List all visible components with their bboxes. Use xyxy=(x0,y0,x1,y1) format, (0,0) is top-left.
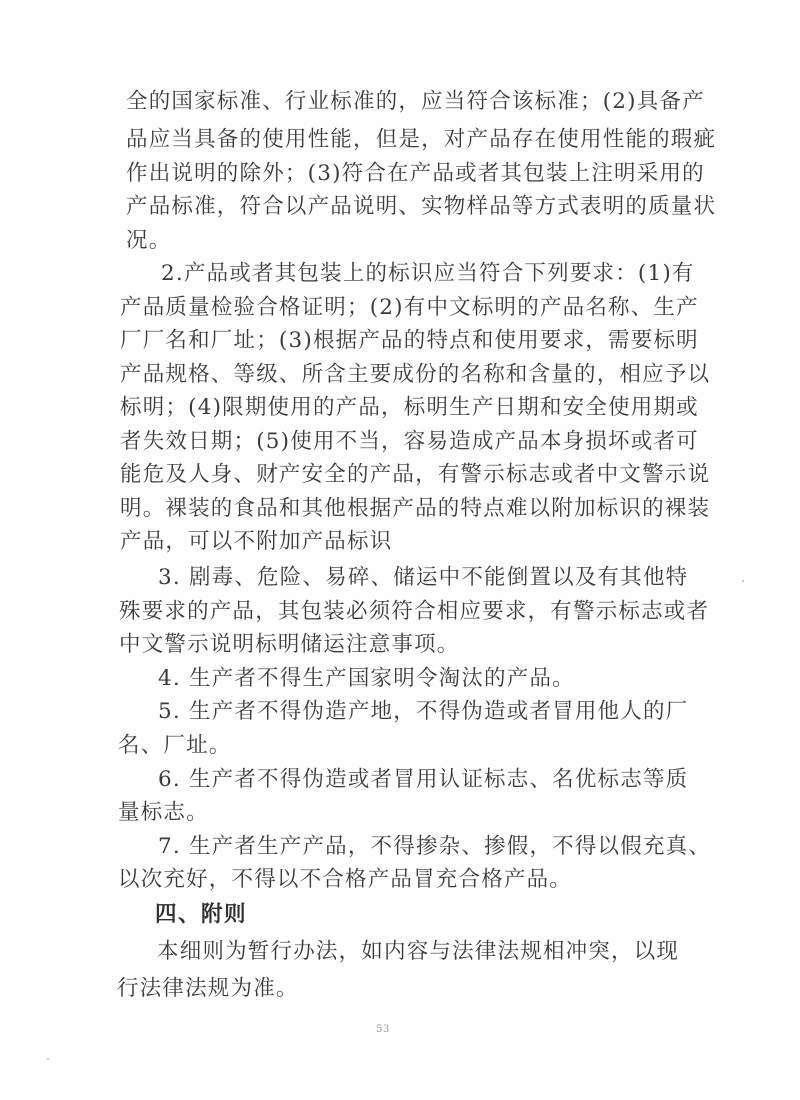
section-heading: 四、附则 xyxy=(155,902,248,927)
scan-speck xyxy=(742,580,744,582)
body-text-line: 况。 xyxy=(126,228,172,253)
body-text-line: 殊要求的产品，其包装必须符合相应要求，有警示标志或者 xyxy=(119,599,710,624)
body-text-line: 本细则为暂行办法，如内容与法律法规相冲突，以现 xyxy=(157,939,680,964)
body-text-line: 产品规格、等级、所含主要成份的名称和含量的，相应予以 xyxy=(120,362,711,387)
body-text-line: 产品，可以不附加产品标识 xyxy=(120,529,393,554)
body-text-line: 者失效日期；(5)使用不当，容易造成产品本身损坏或者可 xyxy=(120,429,699,454)
body-text-line: 行法律法规为准。 xyxy=(117,976,299,1001)
body-text-line: 标明；(4)限期使用的产品，标明生产日期和安全使用期或 xyxy=(120,395,699,420)
list-item-6-line: 6. 生产者不得伪造或者冒用认证标志、名优标志等质 xyxy=(158,767,689,792)
body-text-line: 品应当具备的使用性能，但是，对产品存在使用性能的瑕疵 xyxy=(126,127,717,152)
body-text-line: 量标志。 xyxy=(118,800,209,825)
page-number: 53 xyxy=(376,1024,390,1035)
body-text-line: 中文警示说明标明储运注意事项。 xyxy=(119,632,460,657)
body-text-line: 能危及人身、财产安全的产品，有警示标志或者中文警示说 xyxy=(120,462,711,487)
list-item-3-line: 3. 剧毒、危险、易碎、储运中不能倒置以及有其他特 xyxy=(158,565,689,590)
scan-speck xyxy=(47,1058,49,1060)
body-text-line: 明。裸装的食品和其他根据产品的特点难以附加标识的裸装 xyxy=(120,496,711,521)
body-text-line: 作出说明的除外；(3)符合在产品或者其包装上注明采用的 xyxy=(126,161,705,186)
body-text-line: 以次充好，不得以不合格产品冒充合格产品。 xyxy=(118,867,573,892)
list-item-5-line: 5. 生产者不得伪造产地，不得伪造或者冒用他人的厂 xyxy=(158,699,689,724)
body-text-line: 厂厂名和厂址；(3)根据产品的特点和使用要求，需要标明 xyxy=(120,328,699,353)
body-text-line: 全的国家标准、行业标准的，应当符合该标准；(2)具备产 xyxy=(126,89,705,114)
list-item-7-line: 7. 生产者生产产品，不得掺杂、掺假，不得以假充真、 xyxy=(158,834,712,859)
list-item-2-line: 2.产品或者其包装上的标识应当符合下列要求：(1)有 xyxy=(161,261,695,286)
body-text-line: 产品标准，符合以产品说明、实物样品等方式表明的质量状 xyxy=(126,194,717,219)
body-text-line: 产品质量检验合格证明；(2)有中文标明的产品名称、生产 xyxy=(120,295,699,320)
body-text-line: 名、厂址。 xyxy=(118,733,232,758)
list-item-4-line: 4. 生产者不得生产国家明令淘汰的产品。 xyxy=(158,666,575,691)
